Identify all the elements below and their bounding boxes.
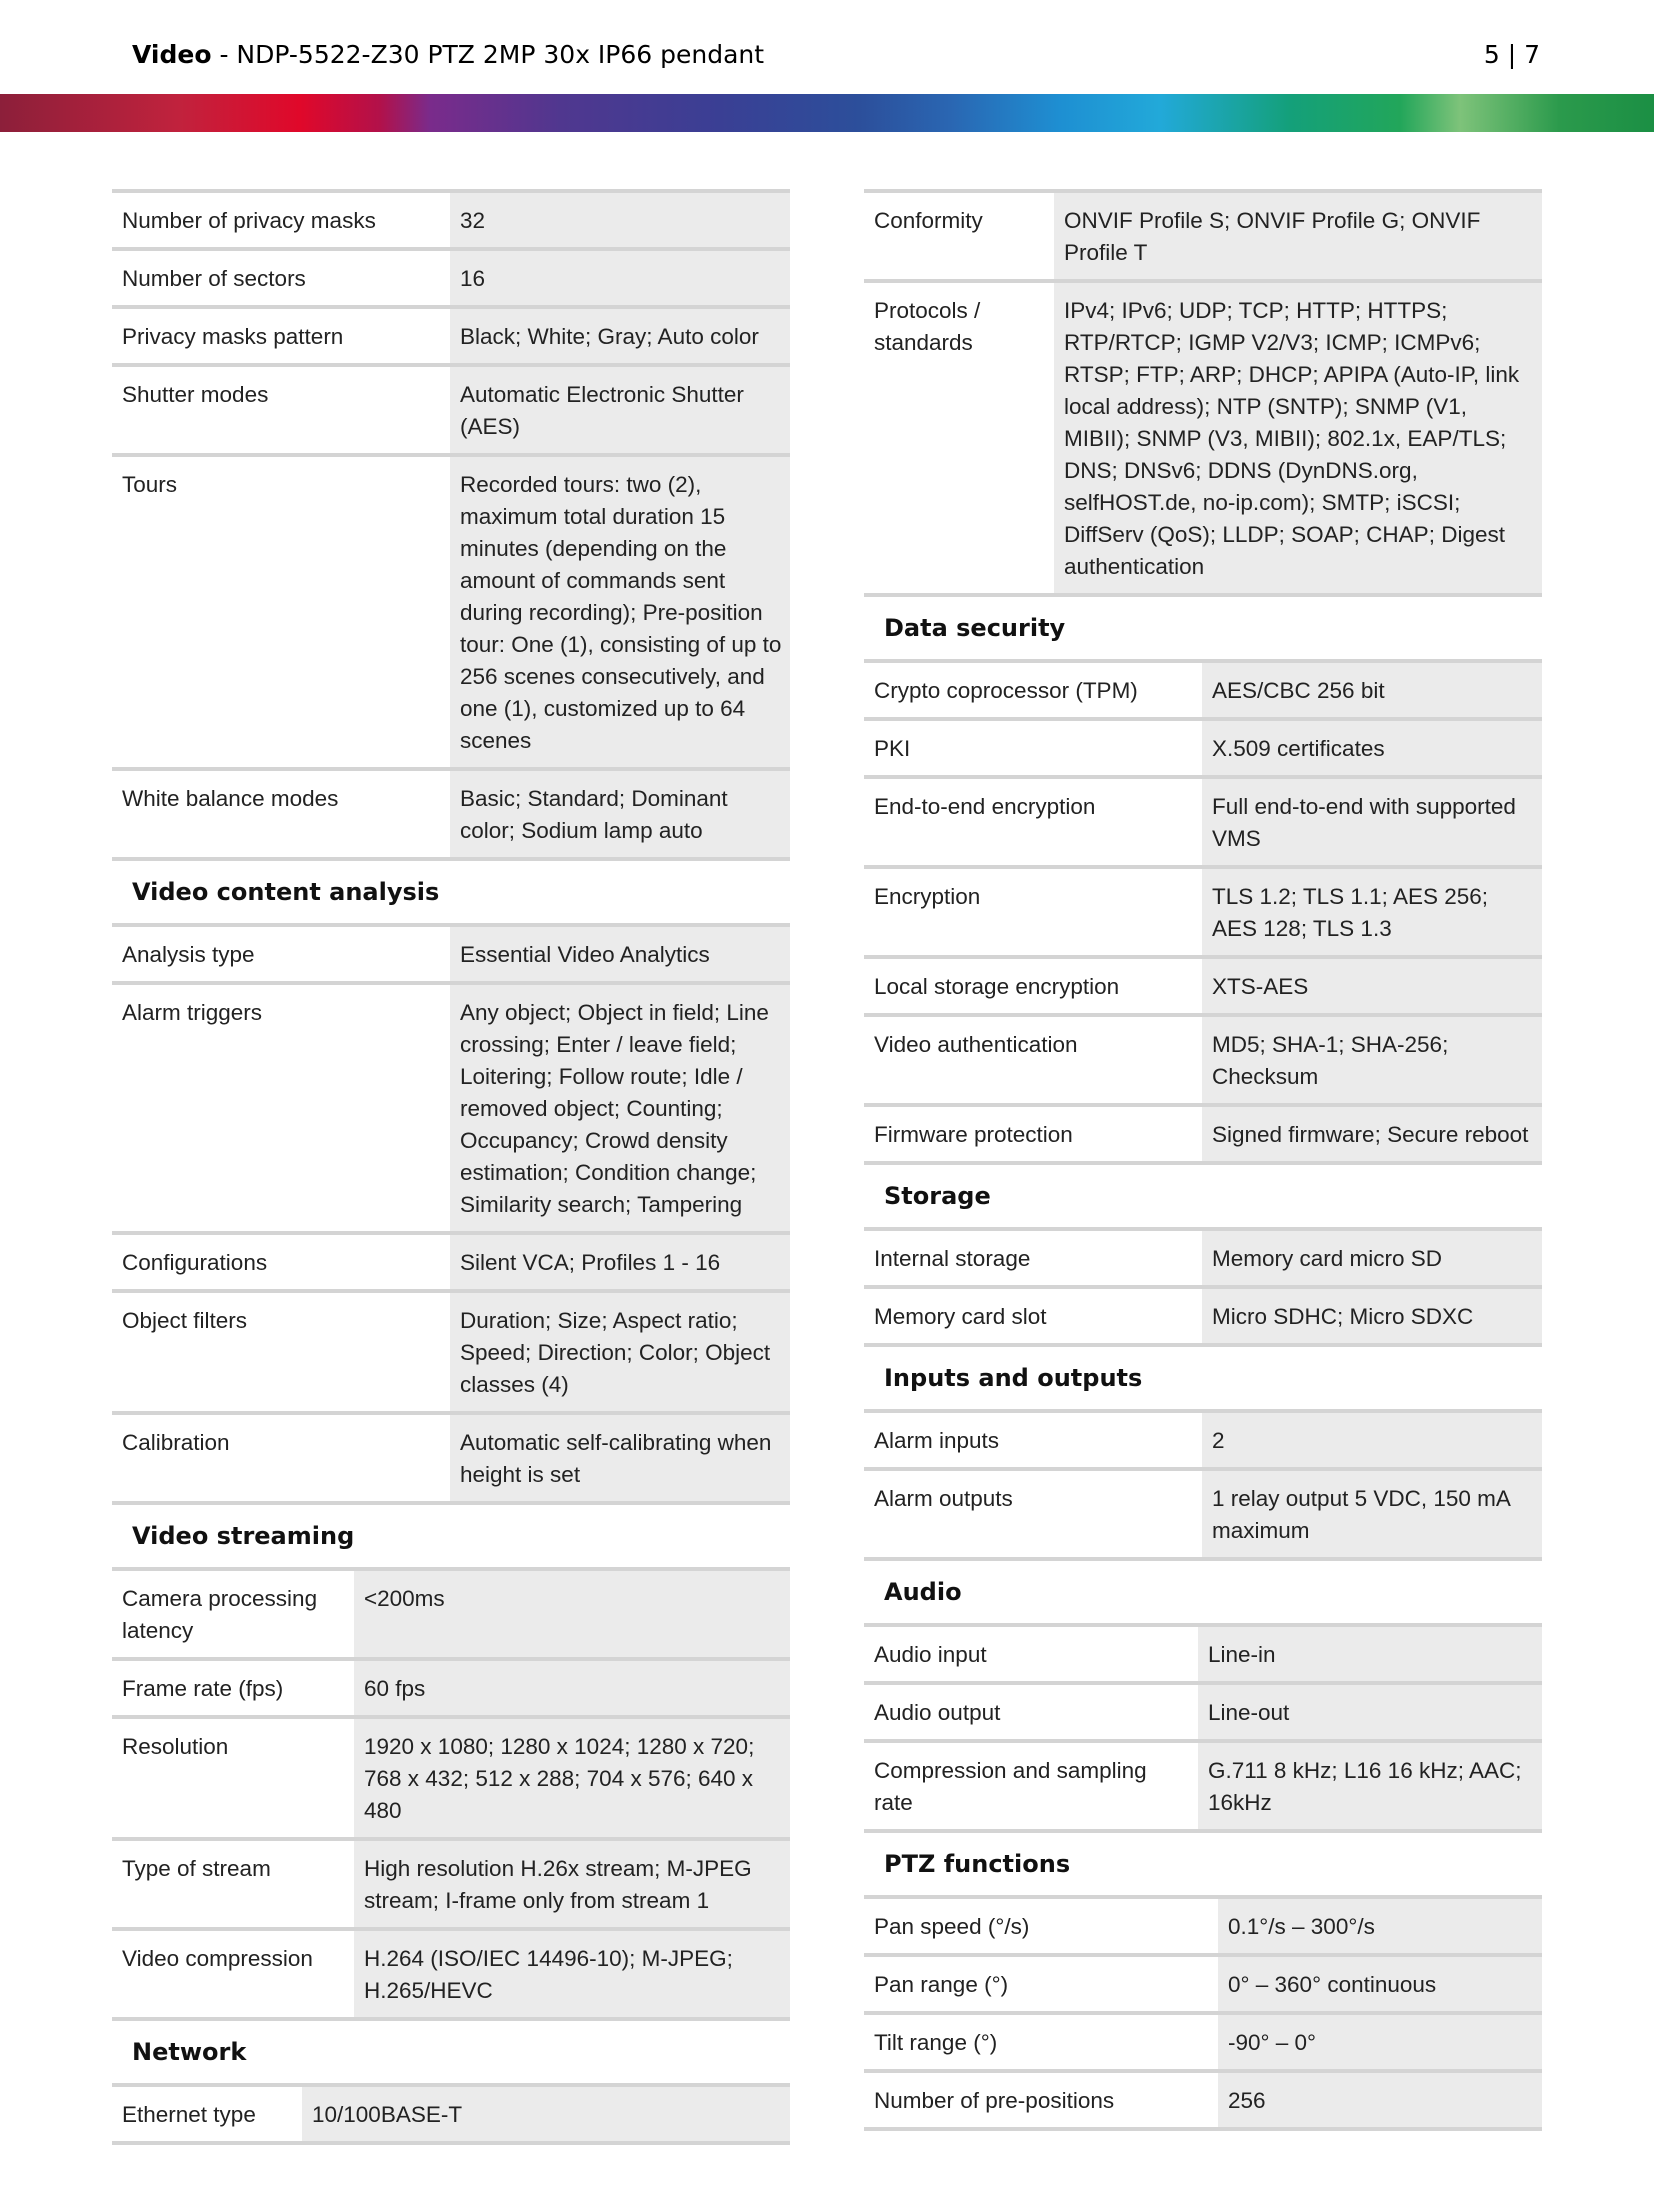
spec-row: [112, 1231, 790, 1289]
table-end-rule: [112, 2141, 790, 2145]
section-title-vca: Video content analysis: [112, 857, 790, 923]
section-title-streaming: Video streaming: [112, 1501, 790, 1567]
spec-row: [864, 279, 1542, 593]
spec-key: Local storage encryption: [874, 974, 1120, 999]
table-end-rule: [864, 2127, 1542, 2131]
spec-key: Frame rate (fps): [122, 1676, 284, 1701]
spec-key: Ethernet type: [122, 2102, 256, 2127]
spec-key: Type of stream: [122, 1856, 271, 1881]
color-band: [0, 94, 1654, 132]
spec-row: [112, 1657, 790, 1715]
spec-key: Video authentication: [874, 1032, 1078, 1057]
spec-key: Audio output: [874, 1700, 1001, 1725]
spec-value: Full end-to-end with supported VMS: [1202, 779, 1542, 865]
spec-value: 60 fps: [354, 1661, 790, 1715]
spec-row: [864, 1103, 1542, 1161]
spec-row: [864, 1953, 1542, 2011]
spec-value: XTS-AES: [1202, 959, 1542, 1013]
spec-row: [864, 717, 1542, 775]
spec-value: 10/100BASE-T: [302, 2087, 790, 2141]
spec-value: Automatic Electronic Shutter (AES): [450, 367, 790, 453]
spec-value: 16: [450, 251, 790, 305]
spec-key: Audio input: [874, 1642, 987, 1667]
spec-key: Alarm triggers: [122, 1000, 263, 1025]
streaming-table: [112, 1567, 790, 2017]
spec-key: Configurations: [122, 1250, 268, 1275]
spec-key: White balance modes: [122, 786, 339, 811]
spec-value: Line-in: [1198, 1627, 1542, 1681]
spec-row: [864, 1623, 1542, 1681]
conformity-table: [864, 189, 1542, 593]
spec-row: [864, 775, 1542, 865]
storage-table: [864, 1227, 1542, 1343]
spec-value: IPv4; IPv6; UDP; TCP; HTTP; HTTPS; RTP/RTCP; IGMP V2/V3; ICMP; ICMPv6; RTSP; FTP; ARP; DHCP; APIPA (Auto-IP, link local address); NTP (SNTP); SNMP (V1, MIBII); SNMP (V3, MIBII); 802.1x, EAP/TLS; DNS; DNSv6; DDNS (DynDNS.org, selfHOST.de, no-ip.com); SMTP; iSCSI; DiffServ (QoS); LLDP; SOAP; CHAP; Digest authentication: [1054, 283, 1542, 593]
product-name: - NDP-5522-Z30 PTZ 2MP 30x IP66 pendant: [211, 39, 765, 69]
spec-value: 0.1°/s – 300°/s: [1218, 1899, 1542, 1953]
spec-value: Automatic self-calibrating when height is set: [450, 1415, 790, 1501]
spec-row: [864, 1285, 1542, 1343]
spec-row: [112, 767, 790, 857]
spec-row: [864, 2069, 1542, 2127]
spec-key: Memory card slot: [874, 1304, 1047, 1329]
network-table: [112, 2083, 790, 2141]
spec-value: Any object; Object in field; Line crossing; Enter / leave field; Loitering; Follow route; Idle / removed object; Counting; Occupancy; Crowd density estimation; Condition change; Similarity search; Tampering: [450, 985, 790, 1231]
spec-row: [864, 189, 1542, 279]
spec-key: Video compression: [122, 1946, 313, 1971]
spec-value: 2: [1202, 1413, 1542, 1467]
spec-row: [112, 363, 790, 453]
spec-row: [864, 955, 1542, 1013]
spec-row: [112, 2083, 790, 2141]
spec-value: Basic; Standard; Dominant color; Sodium lamp auto: [450, 771, 790, 857]
spec-row: [112, 305, 790, 363]
spec-row: [864, 1227, 1542, 1285]
spec-key: Shutter modes: [122, 382, 269, 407]
spec-value: <200ms: [354, 1571, 790, 1657]
spec-row: [864, 1739, 1542, 1829]
spec-row: [112, 1411, 790, 1501]
spec-row: [112, 1927, 790, 2017]
spec-value: Line-out: [1198, 1685, 1542, 1739]
spec-value: Black; White; Gray; Auto color: [450, 309, 790, 363]
spec-key: PKI: [874, 736, 911, 761]
spec-row: [112, 189, 790, 247]
spec-value: MD5; SHA-1; SHA-256; Checksum: [1202, 1017, 1542, 1103]
spec-key: Conformity: [874, 208, 983, 233]
spec-value: Signed firmware; Secure reboot: [1202, 1107, 1542, 1161]
spec-key: Alarm inputs: [874, 1428, 1000, 1453]
spec-row: [112, 247, 790, 305]
right-column: [864, 189, 1542, 2131]
spec-value: AES/CBC 256 bit: [1202, 663, 1542, 717]
spec-key: Number of privacy masks: [122, 208, 376, 233]
spec-key: Encryption: [874, 884, 981, 909]
spec-value: Memory card micro SD: [1202, 1231, 1542, 1285]
spec-value: Silent VCA; Profiles 1 - 16: [450, 1235, 790, 1289]
section-title-io: Inputs and outputs: [864, 1343, 1542, 1409]
section-title-data-security: Data security: [864, 593, 1542, 659]
spec-value: G.711 8 kHz; L16 16 kHz; AAC; 16kHz: [1198, 1743, 1542, 1829]
spec-row: [864, 1467, 1542, 1557]
spec-key: End-to-end encryption: [874, 794, 1096, 819]
spec-row: [112, 1715, 790, 1837]
spec-row: [864, 2011, 1542, 2069]
spec-value: -90° – 0°: [1218, 2015, 1542, 2069]
spec-key: Tours: [122, 472, 178, 497]
spec-value: 256: [1218, 2073, 1542, 2127]
audio-table: [864, 1623, 1542, 1829]
spec-value: X.509 certificates: [1202, 721, 1542, 775]
spec-key: Number of pre-positions: [874, 2088, 1115, 2113]
page-header: [132, 36, 1540, 72]
spec-key: Calibration: [122, 1430, 230, 1455]
doc-type-label: Video: [132, 39, 212, 69]
left-column: [112, 189, 790, 2145]
section-title-network: Network: [112, 2017, 790, 2083]
spec-key: Protocols / standards: [874, 298, 981, 355]
spec-value: Recorded tours: two (2), maximum total duration 15 minutes (depending on the amount of commands sent during recording); Pre-position tour: One (1), consisting of up to 256 scenes consecutively, and one (1), customized up to 64 scenes: [450, 457, 790, 767]
spec-key: Crypto coprocessor (TPM): [874, 678, 1138, 703]
spec-row: [864, 865, 1542, 955]
spec-value: TLS 1.2; TLS 1.1; AES 256; AES 128; TLS 1.3: [1202, 869, 1542, 955]
spec-value: 1 relay output 5 VDC, 150 mA maximum: [1202, 1471, 1542, 1557]
spec-row: [112, 1289, 790, 1411]
spec-key: Internal storage: [874, 1246, 1031, 1271]
section-title-audio: Audio: [864, 1557, 1542, 1623]
spec-key: Tilt range (°): [874, 2030, 998, 2055]
section-title-ptz: PTZ functions: [864, 1829, 1542, 1895]
spec-value: 0° – 360° continuous: [1218, 1957, 1542, 2011]
spec-value: 1920 x 1080; 1280 x 1024; 1280 x 720; 768 x 432; 512 x 288; 704 x 576; 640 x 480: [354, 1719, 790, 1837]
io-table: [864, 1409, 1542, 1557]
spec-value: H.264 (ISO/IEC 14496-10); M-JPEG; H.265/HEVC: [354, 1931, 790, 2017]
section-title-storage: Storage: [864, 1161, 1542, 1227]
spec-value: Duration; Size; Aspect ratio; Speed; Direction; Color; Object classes (4): [450, 1293, 790, 1411]
spec-row: [864, 1895, 1542, 1953]
page-number: 5 | 7: [1483, 39, 1540, 69]
vca-table: [112, 923, 790, 1501]
spec-value: ONVIF Profile S; ONVIF Profile G; ONVIF Profile T: [1054, 193, 1542, 279]
privacy-table: [112, 189, 790, 857]
spec-key: Alarm outputs: [874, 1486, 1013, 1511]
spec-row: [112, 453, 790, 767]
security-table: [864, 659, 1542, 1161]
spec-value: High resolution H.26x stream; M-JPEG stream; I-frame only from stream 1: [354, 1841, 790, 1927]
spec-row: [112, 1837, 790, 1927]
spec-key: Pan range (°): [874, 1972, 1009, 1997]
spec-key: Object filters: [122, 1308, 248, 1333]
ptz-table: [864, 1895, 1542, 2127]
spec-row: [864, 659, 1542, 717]
spec-key: Privacy masks pattern: [122, 324, 344, 349]
spec-row: [864, 1409, 1542, 1467]
spec-key: Firmware protection: [874, 1122, 1073, 1147]
spec-key: Analysis type: [122, 942, 255, 967]
spec-row: [864, 1013, 1542, 1103]
spec-row: [112, 923, 790, 981]
spec-key: Camera processing latency: [122, 1586, 318, 1643]
spec-key: Resolution: [122, 1734, 229, 1759]
spec-value: 32: [450, 193, 790, 247]
spec-row: [864, 1681, 1542, 1739]
spec-key: Pan speed (°/s): [874, 1914, 1030, 1939]
spec-row: [112, 1567, 790, 1657]
spec-value: Essential Video Analytics: [450, 927, 790, 981]
spec-key: Number of sectors: [122, 266, 306, 291]
spec-key: Compression and sampling rate: [874, 1758, 1147, 1815]
spec-value: Micro SDHC; Micro SDXC: [1202, 1289, 1542, 1343]
spec-row: [112, 981, 790, 1231]
document-title: [132, 40, 764, 69]
